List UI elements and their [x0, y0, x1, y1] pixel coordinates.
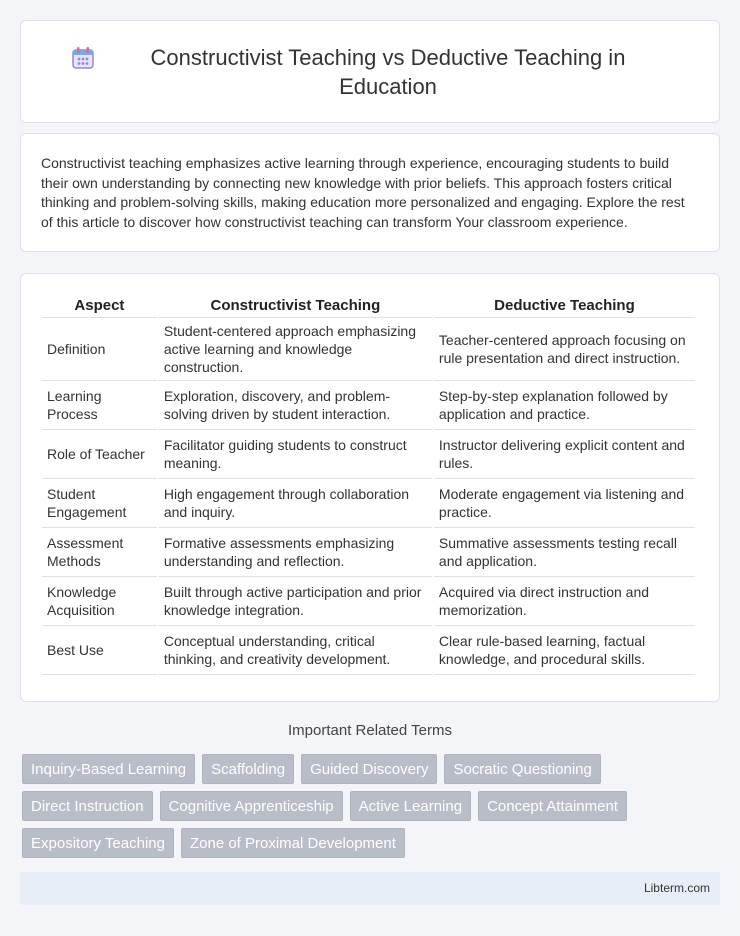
title-card [20, 20, 720, 123]
aspect-cell: Definition [42, 318, 157, 381]
aspect-cell: Assessment Methods [42, 528, 157, 577]
constructivist-cell: High engagement through collaboration and inquiry. [159, 479, 432, 528]
constructivist-cell: Conceptual understanding, critical thinking, and creativity development. [159, 626, 432, 675]
header-constructivist: Constructivist Teaching [159, 294, 432, 318]
tag-zone-of-proximal-development[interactable]: Zone of Proximal Development [181, 828, 405, 858]
table-header-row [42, 294, 695, 318]
tag-socratic-questioning[interactable]: Socratic Questioning [444, 754, 600, 784]
header-aspect: Aspect [42, 294, 157, 318]
aspect-cell: Learning Process [42, 381, 157, 430]
deductive-cell: Step-by-step explanation followed by application and practice. [434, 381, 695, 430]
tag-active-learning[interactable]: Active Learning [350, 791, 471, 821]
footer-site-link[interactable]: Libterm.com [643, 881, 710, 895]
table-row [42, 318, 695, 381]
deductive-cell: Teacher-centered approach focusing on rule presentation and direct instruction. [434, 318, 695, 381]
comparison-table [40, 294, 697, 675]
deductive-cell: Summative assessments testing recall and application. [434, 528, 695, 577]
deductive-cell: Acquired via direct instruction and memorization. [434, 577, 695, 626]
tag-cognitive-apprenticeship[interactable]: Cognitive Apprenticeship [160, 791, 343, 821]
page-title: Constructivist Teaching vs Deductive Teaching in Education [150, 44, 626, 99]
intro-card [20, 133, 720, 252]
table-row [42, 528, 695, 577]
table-row [42, 430, 695, 479]
title-wrap [70, 43, 670, 101]
deductive-cell: Instructor delivering explicit content and rules. [434, 430, 695, 479]
table-row [42, 479, 695, 528]
tag-expository-teaching[interactable]: Expository Teaching [22, 828, 174, 858]
related-terms-title: Important Related Terms [288, 722, 452, 739]
deductive-cell: Moderate engagement via listening and practice. [434, 479, 695, 528]
aspect-cell: Knowledge Acquisition [42, 577, 157, 626]
constructivist-cell: Formative assessments emphasizing understanding and reflection. [159, 528, 432, 577]
tag-guided-discovery[interactable]: Guided Discovery [301, 754, 437, 784]
constructivist-cell: Exploration, discovery, and problem-solving driven by student interaction. [159, 381, 432, 430]
tag-concept-attainment[interactable]: Concept Attainment [478, 791, 627, 821]
comparison-table-card [20, 273, 720, 702]
aspect-cell: Student Engagement [42, 479, 157, 528]
constructivist-cell: Built through active participation and prior knowledge integration. [159, 577, 432, 626]
deductive-cell: Clear rule-based learning, factual knowledge, and procedural skills. [434, 626, 695, 675]
tag-row [22, 754, 722, 784]
constructivist-cell: Facilitator guiding students to construct meaning. [159, 430, 432, 479]
related-terms-list [22, 754, 722, 865]
calendar-icon [70, 45, 96, 71]
table-row [42, 381, 695, 430]
table-row [42, 626, 695, 675]
constructivist-cell: Student-centered approach emphasizing active learning and knowledge construction. [159, 318, 432, 381]
tag-direct-instruction[interactable]: Direct Instruction [22, 791, 153, 821]
tag-row [22, 828, 722, 858]
table-row [42, 577, 695, 626]
intro-paragraph: Constructivist teaching emphasizes active learning through experience, encouraging students to build their own understanding by connecting new knowledge with prior beliefs. This approach fosters critical thinking and problem-solving skills, making education more personalized and engaging. Explore the rest of this article to discover how constructivist teaching can transform Your classroom experience. [41, 155, 685, 230]
tag-inquiry-based-learning[interactable]: Inquiry-Based Learning [22, 754, 195, 784]
tag-row [22, 791, 722, 821]
footer [20, 872, 720, 905]
aspect-cell: Role of Teacher [42, 430, 157, 479]
header-deductive: Deductive Teaching [434, 294, 695, 318]
aspect-cell: Best Use [42, 626, 157, 675]
tag-scaffolding[interactable]: Scaffolding [202, 754, 294, 784]
